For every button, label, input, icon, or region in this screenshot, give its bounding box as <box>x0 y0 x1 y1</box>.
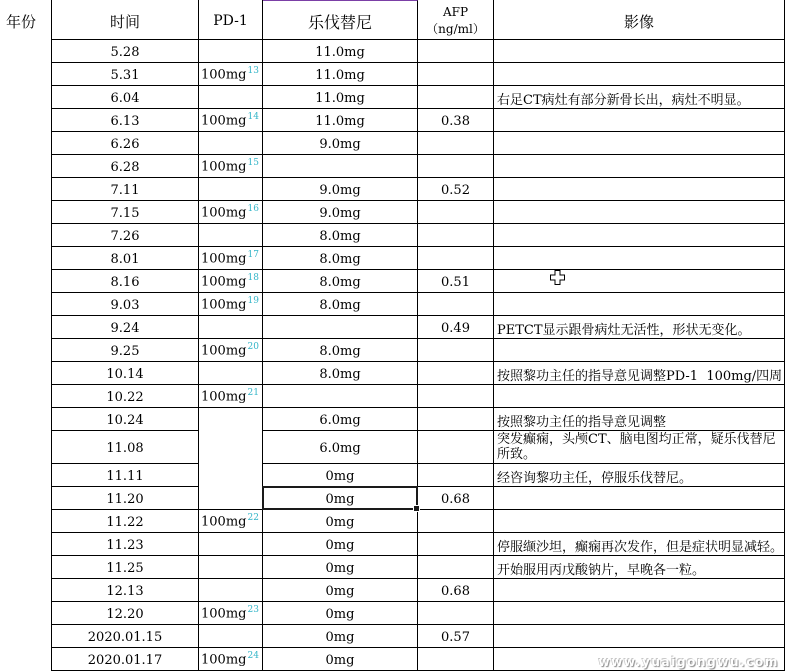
cell-time[interactable]: 7.15 <box>52 201 199 224</box>
cell-afp[interactable]: 0.57 <box>418 625 494 648</box>
cell-time[interactable]: 11.25 <box>52 556 199 579</box>
cell-pd1[interactable] <box>199 339 263 362</box>
cell-lenvatinib[interactable] <box>263 155 418 178</box>
cell-afp[interactable] <box>418 648 494 671</box>
cell-lenvatinib[interactable]: 6.0mg <box>263 408 418 431</box>
cell-imaging[interactable]: 按照黎功主任的指导意见调整PD-1 100mg/四周 <box>494 362 785 385</box>
cell-pd1[interactable] <box>199 201 263 224</box>
pd1-dose-value: 100mg <box>201 297 247 313</box>
cell-pd1[interactable] <box>199 178 263 201</box>
pd1-dose-text <box>201 514 259 529</box>
cell-time[interactable]: 5.31 <box>52 63 199 86</box>
cell-lenvatinib[interactable]: 0mg <box>263 487 418 510</box>
cell-time[interactable]: 2020.01.15 <box>52 625 199 648</box>
pd1-dose-text <box>201 205 259 220</box>
pd1-dose-number: 18 <box>247 273 259 284</box>
pd1-dose-text <box>201 652 259 667</box>
header-year[interactable] <box>0 0 52 40</box>
pd1-dose-value: 100mg <box>201 159 247 175</box>
cell-imaging[interactable] <box>494 487 785 510</box>
cell-afp[interactable]: 0.68 <box>418 579 494 602</box>
pd1-dose-text <box>201 606 259 621</box>
cell-afp[interactable] <box>418 247 494 270</box>
cell-afp[interactable] <box>418 431 494 464</box>
cell-time[interactable]: 8.16 <box>52 270 199 293</box>
cell-imaging[interactable] <box>494 579 785 602</box>
cell-imaging[interactable] <box>494 602 785 625</box>
pd1-dose-text <box>201 343 259 358</box>
cell-time[interactable]: 6.13 <box>52 109 199 132</box>
cell-afp[interactable] <box>418 533 494 556</box>
cell-pd1[interactable] <box>199 556 263 579</box>
cell-pd1[interactable] <box>199 132 263 155</box>
header-year-label: 年份 <box>6 13 37 31</box>
header-imaging[interactable] <box>494 0 785 40</box>
pd1-dose-number: 14 <box>247 112 259 123</box>
cell-pd1[interactable] <box>199 247 263 270</box>
cell-afp[interactable] <box>418 556 494 579</box>
cell-lenvatinib[interactable]: 0mg <box>263 625 418 648</box>
cell-pd1[interactable] <box>199 109 263 132</box>
cell-lenvatinib[interactable]: 8.0mg <box>263 339 418 362</box>
pd1-dose-value: 100mg <box>201 274 247 290</box>
cell-imaging[interactable]: 突发癫痫，头颅CT、脑电图均正常，疑乐伐替尼所致。 <box>494 431 785 464</box>
cell-imaging[interactable] <box>494 224 785 247</box>
year-merged-cell[interactable] <box>0 40 52 671</box>
cell-time[interactable]: 10.14 <box>52 362 199 385</box>
header-pd1-label: PD-1 <box>213 13 248 29</box>
cell-afp[interactable]: 0.49 <box>418 316 494 339</box>
pd1-dose-value: 100mg <box>201 113 247 129</box>
pd1-dose-value: 100mg <box>201 251 247 267</box>
cell-imaging[interactable] <box>494 510 785 533</box>
pd1-dose-number: 17 <box>247 250 259 261</box>
cell-time[interactable]: 11.11 <box>52 464 199 487</box>
header-time[interactable] <box>52 0 199 40</box>
cell-imaging[interactable] <box>494 247 785 270</box>
cell-time[interactable]: 9.25 <box>52 339 199 362</box>
pd1-dose-value: 100mg <box>201 606 247 622</box>
cell-afp[interactable]: 0.38 <box>418 109 494 132</box>
cell-pd1[interactable] <box>199 270 263 293</box>
cell-time[interactable]: 6.04 <box>52 86 199 109</box>
cell-lenvatinib[interactable]: 0mg <box>263 648 418 671</box>
cell-time[interactable]: 5.28 <box>52 40 199 63</box>
cell-imaging[interactable] <box>494 339 785 362</box>
cell-time[interactable]: 12.13 <box>52 579 199 602</box>
header-afp-unit: （ng/ml） <box>426 22 485 36</box>
cell-time[interactable]: 12.20 <box>52 602 199 625</box>
cell-time[interactable]: 11.23 <box>52 533 199 556</box>
cell-afp[interactable] <box>418 464 494 487</box>
cell-afp[interactable] <box>418 408 494 431</box>
cell-afp[interactable]: 0.68 <box>418 487 494 510</box>
cell-time[interactable]: 11.20 <box>52 487 199 510</box>
cell-time[interactable]: 7.11 <box>52 178 199 201</box>
cell-afp[interactable] <box>418 602 494 625</box>
cell-afp[interactable] <box>418 385 494 408</box>
cell-time[interactable]: 6.28 <box>52 155 199 178</box>
header-time-label: 时间 <box>109 12 140 31</box>
watermark-text: www.yuaigongwu.com <box>598 655 779 669</box>
cell-time[interactable]: 8.01 <box>52 247 199 270</box>
header-afp-label: AFP <box>442 5 469 19</box>
cell-pd1[interactable] <box>199 385 263 408</box>
cell-pd1[interactable] <box>199 63 263 86</box>
cell-pd1[interactable] <box>199 625 263 648</box>
cell-time[interactable]: 10.24 <box>52 408 199 431</box>
cell-pd1[interactable] <box>199 533 263 556</box>
cell-afp[interactable] <box>418 155 494 178</box>
cell-time[interactable]: 11.22 <box>52 510 199 533</box>
cell-lenvatinib[interactable]: 0mg <box>263 510 418 533</box>
cell-afp[interactable] <box>418 63 494 86</box>
header-lenvatinib-label: 乐伐替尼 <box>307 13 372 32</box>
cell-imaging[interactable]: 经咨询黎功主任，停服乐伐替尼。 <box>494 464 785 487</box>
cell-lenvatinib[interactable]: 9.0mg <box>263 132 418 155</box>
cell-afp[interactable] <box>418 86 494 109</box>
pd1-dose-text <box>201 113 259 128</box>
cell-lenvatinib[interactable]: 8.0mg <box>263 247 418 270</box>
cell-afp[interactable] <box>418 362 494 385</box>
cell-lenvatinib[interactable]: 8.0mg <box>263 270 418 293</box>
pd1-dose-text <box>201 297 259 312</box>
cell-lenvatinib[interactable]: 9.0mg <box>263 178 418 201</box>
pd1-dose-number: 22 <box>247 513 259 524</box>
cell-lenvatinib[interactable]: 11.0mg <box>263 63 418 86</box>
cell-lenvatinib[interactable]: 9.0mg <box>263 201 418 224</box>
cell-pd1[interactable] <box>199 155 263 178</box>
cell-lenvatinib[interactable]: 0mg <box>263 579 418 602</box>
cell-imaging[interactable] <box>494 270 785 293</box>
cell-imaging[interactable] <box>494 293 785 316</box>
cell-pd1[interactable] <box>199 602 263 625</box>
pd1-dose-number: 13 <box>247 66 259 77</box>
cell-imaging[interactable]: 右足CT病灶有部分新骨长出，病灶不明显。 <box>494 86 785 109</box>
pd1-dose-number: 21 <box>247 388 259 399</box>
cell-afp[interactable] <box>418 224 494 247</box>
pd1-dose-number: 20 <box>247 342 259 353</box>
cell-pd1[interactable] <box>199 362 263 385</box>
pd1-dose-value: 100mg <box>201 389 247 405</box>
cell-lenvatinib[interactable]: 8.0mg <box>263 362 418 385</box>
pd1-dose-text <box>201 274 259 289</box>
cell-imaging[interactable]: 开始服用丙戊酸钠片，早晚各一粒。 <box>494 556 785 579</box>
header-lenvatinib[interactable] <box>263 0 418 40</box>
cell-afp[interactable] <box>418 339 494 362</box>
cell-pd1[interactable] <box>199 40 263 63</box>
cell-pd1[interactable] <box>199 648 263 671</box>
cell-time[interactable]: 9.03 <box>52 293 199 316</box>
cell-imaging[interactable] <box>494 40 785 63</box>
cell-afp[interactable] <box>418 293 494 316</box>
pd1-dose-text <box>201 67 259 82</box>
cell-pd1[interactable] <box>199 86 263 109</box>
cell-pd1[interactable] <box>199 579 263 602</box>
header-afp[interactable] <box>418 0 494 40</box>
cell-imaging[interactable] <box>494 63 785 86</box>
cell-afp[interactable] <box>418 132 494 155</box>
cell-imaging[interactable]: 按照黎功主任的指导意见调整 <box>494 408 785 431</box>
cell-imaging[interactable] <box>494 385 785 408</box>
cell-imaging[interactable] <box>494 155 785 178</box>
pd1-dose-value: 100mg <box>201 67 247 83</box>
cell-lenvatinib[interactable]: 11.0mg <box>263 109 418 132</box>
cell-lenvatinib[interactable]: 11.0mg <box>263 86 418 109</box>
cell-imaging[interactable] <box>494 109 785 132</box>
pd1-dose-number: 15 <box>247 158 259 169</box>
pd1-dose-value: 100mg <box>201 343 247 359</box>
cell-pd1[interactable] <box>199 510 263 533</box>
cell-pd1[interactable] <box>199 316 263 339</box>
header-imaging-label: 影像 <box>623 12 654 31</box>
cell-lenvatinib[interactable] <box>263 316 418 339</box>
cell-lenvatinib[interactable]: 8.0mg <box>263 224 418 247</box>
cell-pd1-merged[interactable] <box>199 408 263 510</box>
cell-lenvatinib[interactable]: 0mg <box>263 533 418 556</box>
pd1-dose-value: 100mg <box>201 652 247 668</box>
cell-lenvatinib[interactable]: 0mg <box>263 464 418 487</box>
cell-lenvatinib[interactable]: 8.0mg <box>263 293 418 316</box>
pd1-dose-number: 23 <box>247 605 259 616</box>
cell-lenvatinib[interactable] <box>263 385 418 408</box>
cell-imaging[interactable]: 停服缬沙坦，癫痫再次发作，但是症状明显减轻。 <box>494 533 785 556</box>
cell-pd1[interactable] <box>199 224 263 247</box>
cell-afp[interactable]: 0.51 <box>418 270 494 293</box>
cell-afp[interactable] <box>418 201 494 224</box>
pd1-dose-text <box>201 389 259 404</box>
cell-afp[interactable] <box>418 40 494 63</box>
cell-imaging[interactable] <box>494 178 785 201</box>
cell-imaging[interactable] <box>494 201 785 224</box>
cell-lenvatinib[interactable]: 0mg <box>263 602 418 625</box>
cell-time[interactable]: 11.08 <box>52 431 199 464</box>
cell-time[interactable]: 6.26 <box>52 132 199 155</box>
cell-afp[interactable]: 0.52 <box>418 178 494 201</box>
header-pd1[interactable] <box>199 0 263 40</box>
pd1-dose-value: 100mg <box>201 205 247 221</box>
pd1-dose-number: 16 <box>247 204 259 215</box>
cell-imaging[interactable] <box>494 625 785 648</box>
cell-time[interactable]: 10.22 <box>52 385 199 408</box>
pd1-dose-text <box>201 251 259 266</box>
cell-lenvatinib[interactable]: 11.0mg <box>263 40 418 63</box>
cell-imaging[interactable] <box>494 132 785 155</box>
cell-time[interactable]: 9.24 <box>52 316 199 339</box>
cell-pd1[interactable] <box>199 293 263 316</box>
pd1-dose-number: 19 <box>247 296 259 307</box>
cell-lenvatinib[interactable]: 0mg <box>263 556 418 579</box>
cell-time[interactable]: 7.26 <box>52 224 199 247</box>
pd1-dose-text <box>201 159 259 174</box>
pd1-dose-value: 100mg <box>201 514 247 530</box>
cell-afp[interactable] <box>418 510 494 533</box>
cell-imaging[interactable]: PETCT显示跟骨病灶无活性，形状无变化。 <box>494 316 785 339</box>
pd1-dose-number: 24 <box>247 651 259 662</box>
cell-time[interactable]: 2020.01.17 <box>52 648 199 671</box>
cell-lenvatinib[interactable]: 6.0mg <box>263 431 418 464</box>
